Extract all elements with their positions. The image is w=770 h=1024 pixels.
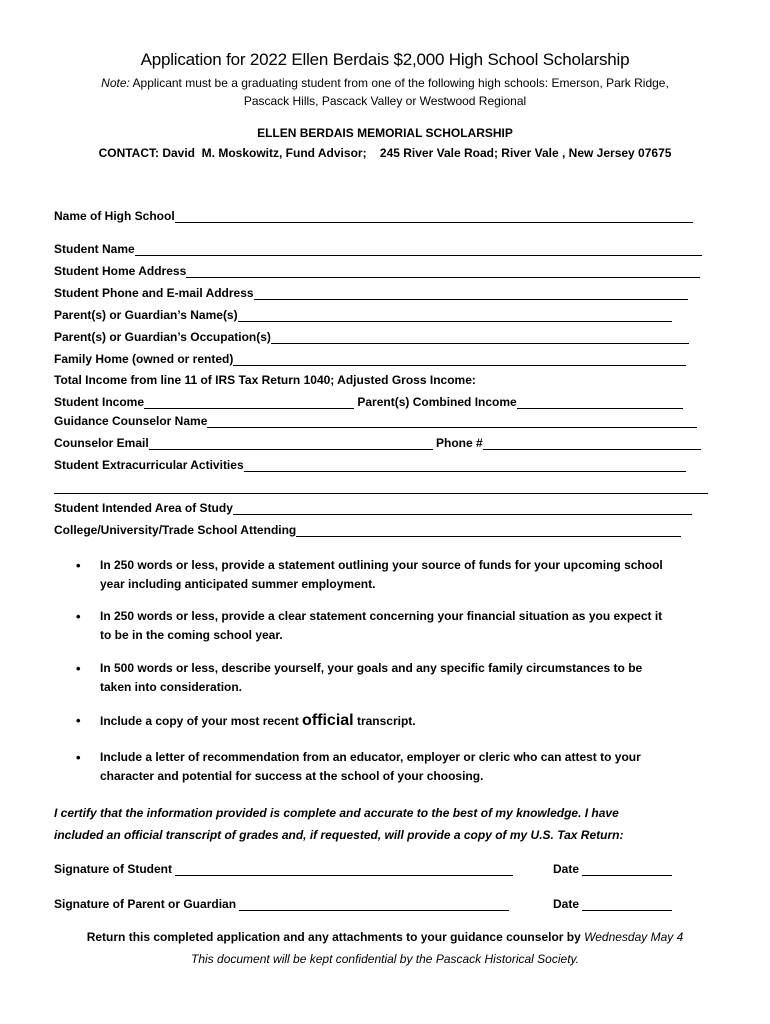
contact-line: CONTACT: David M. Moskowitz, Fund Advisor; 245 River Vale Road; River Vale , New Jersey 07675: [98, 146, 672, 160]
bullet-1-line2: year including anticipated summer employment.: [100, 577, 376, 591]
extracurricular-field[interactable]: [54, 456, 686, 472]
parent-name-line[interactable]: [238, 309, 672, 322]
parent-signature-label: Signature of Parent or Guardian: [54, 897, 240, 911]
certification-statement: [54, 802, 734, 846]
parent-date-label: Date: [553, 897, 583, 911]
intended-study-field[interactable]: [54, 499, 692, 515]
intended-study-label: Student Intended Area of Study: [54, 501, 233, 515]
high-school-field[interactable]: [54, 207, 693, 223]
bullet-2-line1: In 250 words or less, provide a clear statement concerning your financial situation as you expect it: [100, 609, 663, 623]
bullet-icon: •: [76, 558, 81, 573]
parent-income-label: Parent(s) Combined Income: [354, 395, 517, 409]
counselor-email-label: Counselor Email: [54, 436, 149, 450]
total-income-label: Total Income from line 11 of IRS Tax Return 1040; Adjusted Gross Income:: [54, 373, 476, 387]
parent-occupation-field[interactable]: [54, 328, 689, 344]
parent-signature-line[interactable]: [239, 898, 509, 911]
return-date: Wednesday May 4: [584, 930, 684, 944]
bullet-2-line2: to be in the coming school year.: [100, 628, 283, 642]
student-name-line[interactable]: [135, 243, 702, 256]
parent-income-line[interactable]: [517, 396, 683, 409]
bullet-4-pre: Include a copy of your most recent: [100, 714, 303, 728]
parent-signature-field[interactable]: [54, 895, 509, 911]
counselor-name-line[interactable]: [207, 415, 697, 428]
bullet-3-line2: taken into consideration.: [100, 680, 243, 694]
high-school-line[interactable]: [175, 210, 693, 223]
certify-line1: I certify that the information provided is complete and accurate to the best of my knowledge. I have: [54, 806, 619, 820]
parent-date-line[interactable]: [582, 898, 672, 911]
home-address-label: Student Home Address: [54, 264, 187, 278]
student-signature-label: Signature of Student: [54, 862, 176, 876]
bullet-4-post: transcript.: [353, 714, 416, 728]
family-home-label: Family Home (owned or rented): [54, 352, 234, 366]
student-income-line[interactable]: [144, 396, 354, 409]
college-field[interactable]: [54, 521, 681, 537]
bullet-5-line1: Include a letter of recommendation from an educator, employer or cleric who can attest to your: [100, 750, 641, 764]
student-signature-line[interactable]: [175, 863, 513, 876]
parent-name-label: Parent(s) or Guardian’s Name(s): [54, 308, 238, 322]
student-date-label: Date: [553, 862, 583, 876]
family-home-field[interactable]: [54, 350, 686, 366]
college-line[interactable]: [296, 524, 681, 537]
phone-email-field[interactable]: [54, 284, 688, 300]
extracurricular-label: Student Extracurricular Activities: [54, 458, 244, 472]
extracurricular-line[interactable]: [244, 459, 686, 472]
note-line2: Pascack Hills, Pascack Valley or Westwood Regional: [243, 94, 527, 108]
form-title: Application for 2022 Ellen Berdais $2,000 High School Scholarship: [140, 50, 630, 69]
counselor-email-field[interactable]: [54, 434, 701, 450]
counselor-name-label: Guidance Counselor Name: [54, 414, 208, 428]
certify-line2: included an official transcript of grades and, if requested, will provide a copy of my U.S. Tax Return:: [54, 828, 624, 842]
family-home-line[interactable]: [233, 353, 686, 366]
bullet-1-line1: In 250 words or less, provide a statement outlining your source of funds for your upcoming school: [100, 558, 663, 572]
confidentiality-note: This document will be kept confidential by the Pascack Historical Society.: [191, 952, 579, 966]
student-signature-field[interactable]: [54, 860, 513, 876]
bullet-icon: •: [76, 609, 81, 624]
high-school-label: Name of High School: [54, 209, 175, 223]
intended-study-line[interactable]: [233, 502, 692, 515]
student-name-field[interactable]: [54, 240, 702, 256]
note-line1: Applicant must be a graduating student from one of the following high schools: Emerson, Park Ridge,: [129, 76, 669, 90]
bullet-icon: •: [76, 713, 81, 728]
return-instructions: [0, 930, 770, 944]
counselor-name-field[interactable]: [54, 412, 697, 428]
eligibility-note: [70, 74, 700, 110]
total-income-heading: [54, 371, 476, 387]
note-label: Note:: [101, 76, 130, 90]
bullet-icon: •: [76, 661, 81, 676]
home-address-line[interactable]: [186, 265, 700, 278]
bullet-4-official: official: [302, 712, 354, 729]
counselor-email-line[interactable]: [149, 437, 433, 450]
phone-line[interactable]: [483, 437, 701, 450]
parent-date-field[interactable]: [553, 895, 672, 911]
student-name-label: Student Name: [54, 242, 135, 256]
phone-label: Phone #: [432, 436, 483, 450]
bullet-icon: •: [76, 750, 81, 765]
bullet-3-line1: In 500 words or less, describe yourself, your goals and any specific family circumstances to be: [100, 661, 643, 675]
extracurricular-extra-line[interactable]: [54, 481, 708, 494]
extracurricular-extra-line-field[interactable]: [54, 478, 708, 494]
student-income-label: Student Income: [54, 395, 145, 409]
org-name: ELLEN BERDAIS MEMORIAL SCHOLARSHIP: [257, 126, 513, 140]
parent-occupation-label: Parent(s) or Guardian’s Occupation(s): [54, 330, 271, 344]
parent-occupation-line[interactable]: [271, 331, 689, 344]
phone-email-line[interactable]: [254, 287, 688, 300]
income-field[interactable]: [54, 393, 683, 409]
bullet-5-line2: character and potential for success at the school of your choosing.: [100, 769, 484, 783]
phone-email-label: Student Phone and E-mail Address: [54, 286, 254, 300]
student-date-line[interactable]: [582, 863, 672, 876]
home-address-field[interactable]: [54, 262, 700, 278]
college-label: College/University/Trade School Attending: [54, 523, 297, 537]
student-date-field[interactable]: [553, 860, 672, 876]
parent-name-field[interactable]: [54, 306, 672, 322]
return-text: Return this completed application and any attachments to your guidance counselor by: [86, 930, 585, 944]
